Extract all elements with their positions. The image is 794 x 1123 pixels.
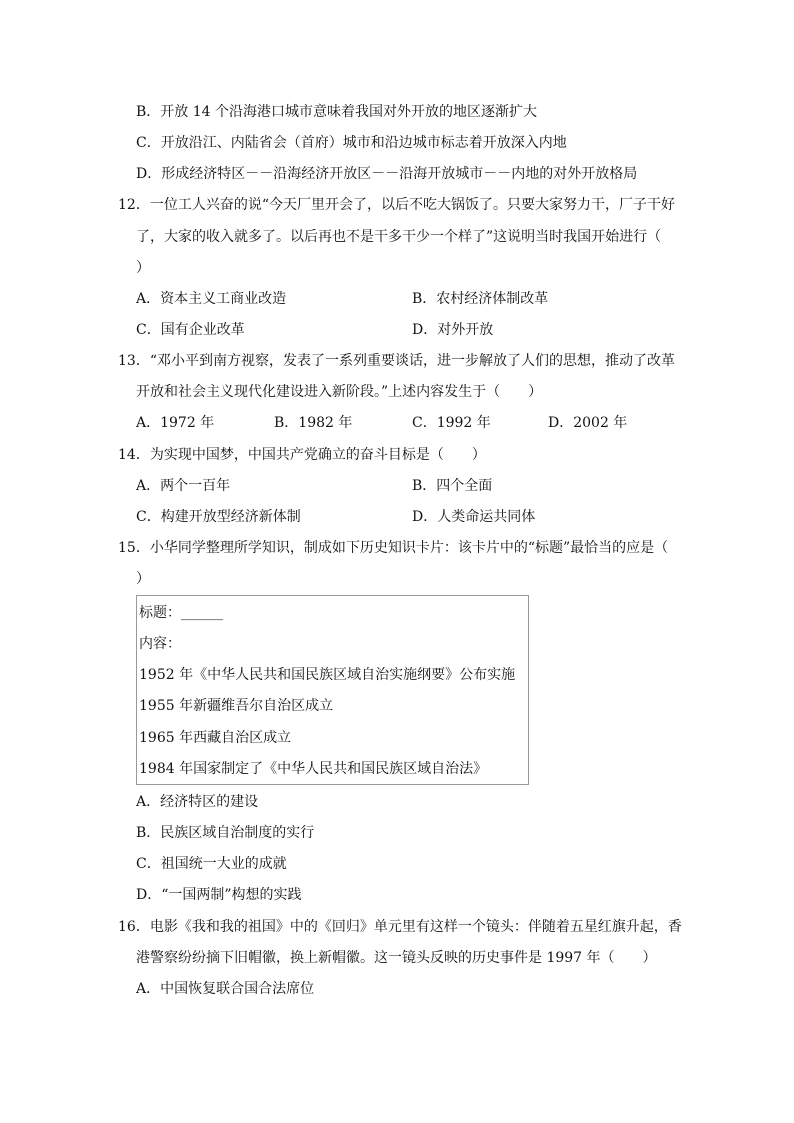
q14-option-d: D．人类命运共同体: [412, 509, 536, 525]
q16-stem-line2: 港警察纷纷摘下旧帽徽，换上新帽徽。这一镜头反映的历史事件是 1997 年（ ）: [136, 950, 657, 966]
card-content-label: 内容：: [139, 636, 181, 652]
q12-option-d: D．对外开放: [412, 322, 494, 338]
q12-option-b: B．农村经济体制改革: [412, 291, 549, 307]
card-item-1: 1952 年《中华人民共和国民族区域自治实施纲要》公布实施: [139, 667, 516, 683]
q15-option-a: A．经济特区的建设: [136, 794, 259, 810]
q12-stem-line1: 12．一位工人兴奋的说“今天厂里开会了，以后不吃大锅饭了。只要大家努力干，厂子干好: [118, 197, 675, 213]
q13-stem-line2: 开放和社会主义现代化建设进入新阶段。”上述内容发生于（ ）: [136, 384, 543, 400]
card-title: 标题：______: [139, 605, 223, 621]
q15-stem-line1: 15．小华同学整理所学知识，制成如下历史知识卡片：该卡片中的“标题”最恰当的应是（: [118, 540, 669, 556]
q14-stem-line1: 14．为实现中国梦，中国共产党确立的奋斗目标是（ ）: [118, 447, 486, 463]
q14-option-a: A．两个一百年: [136, 478, 231, 494]
q12-option-c: C．国有企业改革: [136, 322, 245, 338]
q11-option-b: B．开放 14 个沿海港口城市意味着我国对外开放的地区逐渐扩大: [136, 104, 538, 120]
q15-stem-line2: ）: [136, 571, 150, 587]
card-item-4: 1984 年国家制定了《中华人民共和国民族区域自治法》: [139, 761, 488, 777]
q11-option-c: C．开放沿江、内陆省会（首府）城市和沿边城市标志着开放深入内地: [136, 135, 567, 151]
q13-option-b: B．1982 年: [274, 415, 353, 431]
q12-option-a: A．资本主义工商业改造: [136, 291, 287, 307]
card-item-2: 1955 年新疆维吾尔自治区成立: [139, 698, 334, 714]
q13-option-c: C．1992 年: [412, 415, 491, 431]
q15-option-d: D．“一国两制”构想的实践: [136, 887, 302, 903]
q13-option-d: D．2002 年: [548, 415, 628, 431]
q15-option-b: B．民族区域自治制度的实行: [136, 825, 315, 841]
q14-option-b: B．四个全面: [412, 478, 493, 494]
q15-option-c: C．祖国统一大业的成就: [136, 856, 287, 872]
q12-stem-line2: 了，大家的收入就多了。以后再也不是干多干少一个样了”这说明当时我国开始进行（: [136, 229, 662, 245]
q14-option-c: C．构建开放型经济新体制: [136, 509, 301, 525]
q16-stem-line1: 16．电影《我和我的祖国》中的《回归》单元里有这样一个镜头：伴随着五星红旗升起，香: [118, 919, 682, 935]
q13-stem-line1: 13．“邓小平到南方视察，发表了一系列重要谈话，进一步解放了人们的思想，推动了改革: [118, 353, 675, 369]
q13-option-a: A．1972 年: [136, 415, 215, 431]
card-item-3: 1965 年西藏自治区成立: [139, 730, 292, 746]
q16-option-a: A．中国恢复联合国合法席位: [136, 981, 315, 997]
knowledge-card: [136, 595, 529, 785]
q12-stem-line3: ）: [136, 260, 150, 276]
q11-option-d: D．形成经济特区－－沿海经济开放区－－沿海开放城市－－内地的对外开放格局: [136, 166, 638, 182]
